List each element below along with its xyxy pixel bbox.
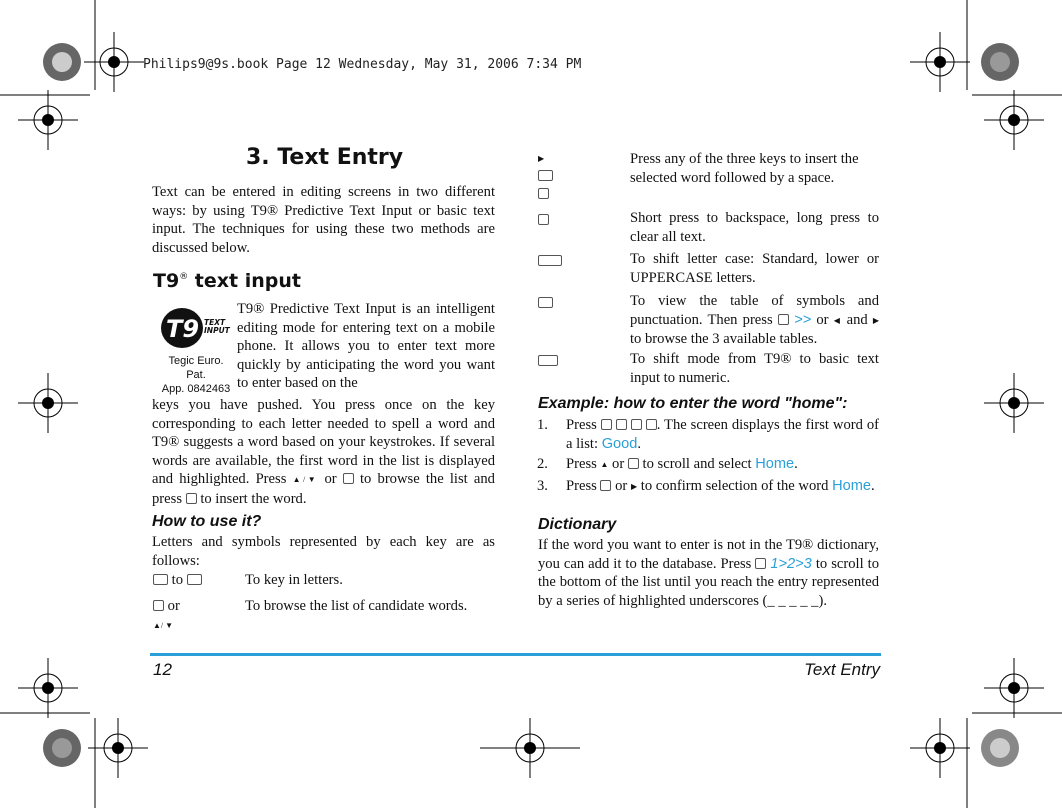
right-row-1-keys	[538, 150, 618, 204]
footer-section-title: Text Entry	[804, 660, 880, 679]
t9-logo-text: TEXT INPUT	[204, 318, 230, 335]
nav-key-icon	[628, 458, 639, 469]
right-row-1-desc: Press any of the three keys to insert the selected word followed by a space.	[630, 151, 859, 186]
nav-key-icon	[343, 473, 354, 484]
example-step-1: 1. Press . The screen displays the first word of a list: Good.	[537, 417, 880, 452]
right-row-2-desc: Short press to backspace, long press to clear all text.	[630, 210, 879, 245]
key-0-icon	[538, 255, 562, 266]
hash-key-icon	[538, 297, 553, 308]
right-row-3-desc: To shift letter case: Standard, lower or UPPERCASE letters.	[630, 251, 879, 286]
key-4-icon	[601, 419, 612, 430]
right-row-5-keys	[538, 352, 618, 370]
example-steps	[537, 416, 879, 496]
footer-rule	[150, 653, 881, 656]
key-9-icon	[187, 574, 202, 585]
key-1-icon	[538, 170, 553, 181]
clear-key-icon	[538, 214, 549, 225]
intro-paragraph: Text can be entered in editing screens in two different ways: by using T9® Predictive Text Input or basic text input. The techniques for using these two methods are discussed below.	[152, 184, 495, 256]
key-row-letters-desc: To key in letters.	[245, 572, 343, 588]
nav-key-icon	[755, 558, 766, 569]
t9-paragraph-1: T9® Predictive Text Input is an intelligent editing mode for entering text on a mobile phone. It allows you to enter text more quickly by anticipating the word you want to enter based on the	[237, 301, 495, 391]
page-title: 3. Text Entry	[246, 145, 404, 170]
right-row-5-desc: To shift mode from T9® to basic text input to numeric.	[630, 351, 879, 386]
key-row-letters-keys: to	[153, 571, 202, 590]
book-header: Philips9@9s.book Page 12 Wednesday, May 31, 2006 7:34 PM	[143, 57, 582, 72]
up-down-arrow-icon: ▲/ ▼	[153, 620, 174, 630]
nav-key-icon	[153, 600, 164, 611]
howto-text: Letters and symbols represented by each key are as follows:	[152, 534, 495, 569]
right-arrow-icon: ▶	[872, 315, 880, 325]
left-arrow-icon: ◀	[833, 315, 842, 325]
page-number: 12	[153, 660, 172, 679]
right-row-4-keys	[538, 294, 618, 312]
right-row-3-keys	[538, 252, 618, 270]
svg-text:T9: T9	[166, 315, 200, 343]
dictionary-heading: Dictionary	[538, 516, 617, 533]
key-3-icon	[646, 419, 657, 430]
key-row-browse-desc: To browse the list of candidate words.	[245, 598, 468, 614]
howto-heading: How to use it?	[152, 513, 262, 530]
ok-key-icon	[600, 480, 611, 491]
key-6-icon	[631, 419, 642, 430]
key-2-icon	[153, 574, 168, 585]
ok-key-icon	[186, 493, 197, 504]
t9-paragraph-2: keys you have pushed. You press once on the key corresponding to each letter needed to spell a word and T9® suggests a word based on your keystrokes. If several words are available, the first word in the list is displayed and highlighted. Press ▲/▼ or to browse the list and press to insert the word.	[152, 397, 495, 507]
key-6-icon	[616, 419, 627, 430]
t9-heading: T9® text input	[153, 270, 301, 292]
right-row-4-desc: To view the table of symbols and punctuation. Then press >> or ◀ and ▶ to browse the 3 available tables.	[630, 293, 880, 347]
nav-key-icon	[778, 314, 789, 325]
right-arrow-icon: ▶	[538, 154, 545, 163]
up-arrow-icon: ▲	[600, 460, 609, 469]
right-row-2-keys	[538, 211, 618, 229]
dictionary-text: If the word you want to enter is not in the T9® dictionary, you can add it to the database. Press 1>2>3 to scroll to the bottom of the list until you reach the entry represented by a series of highlighted underscores (_ _ _ _ _).	[538, 537, 880, 609]
t9-logo	[158, 305, 232, 353]
example-heading: Example: how to enter the word "home":	[538, 395, 848, 412]
ok-key-icon	[538, 188, 549, 199]
key-row-browse-keys: or ▲/ ▼	[153, 598, 180, 630]
up-down-arrow-icon: ▲/▼	[292, 475, 319, 484]
star-key-icon	[538, 355, 558, 366]
right-arrow-icon: ▶	[630, 481, 638, 491]
example-step-2: 2. Press ▲ or to scroll and select Home.	[537, 456, 798, 472]
example-step-3: 3. Press or ▶ to confirm selection of the word Home.	[537, 477, 875, 494]
t9-logo-caption: Tegic Euro. Pat. App. 0842463	[161, 355, 231, 395]
